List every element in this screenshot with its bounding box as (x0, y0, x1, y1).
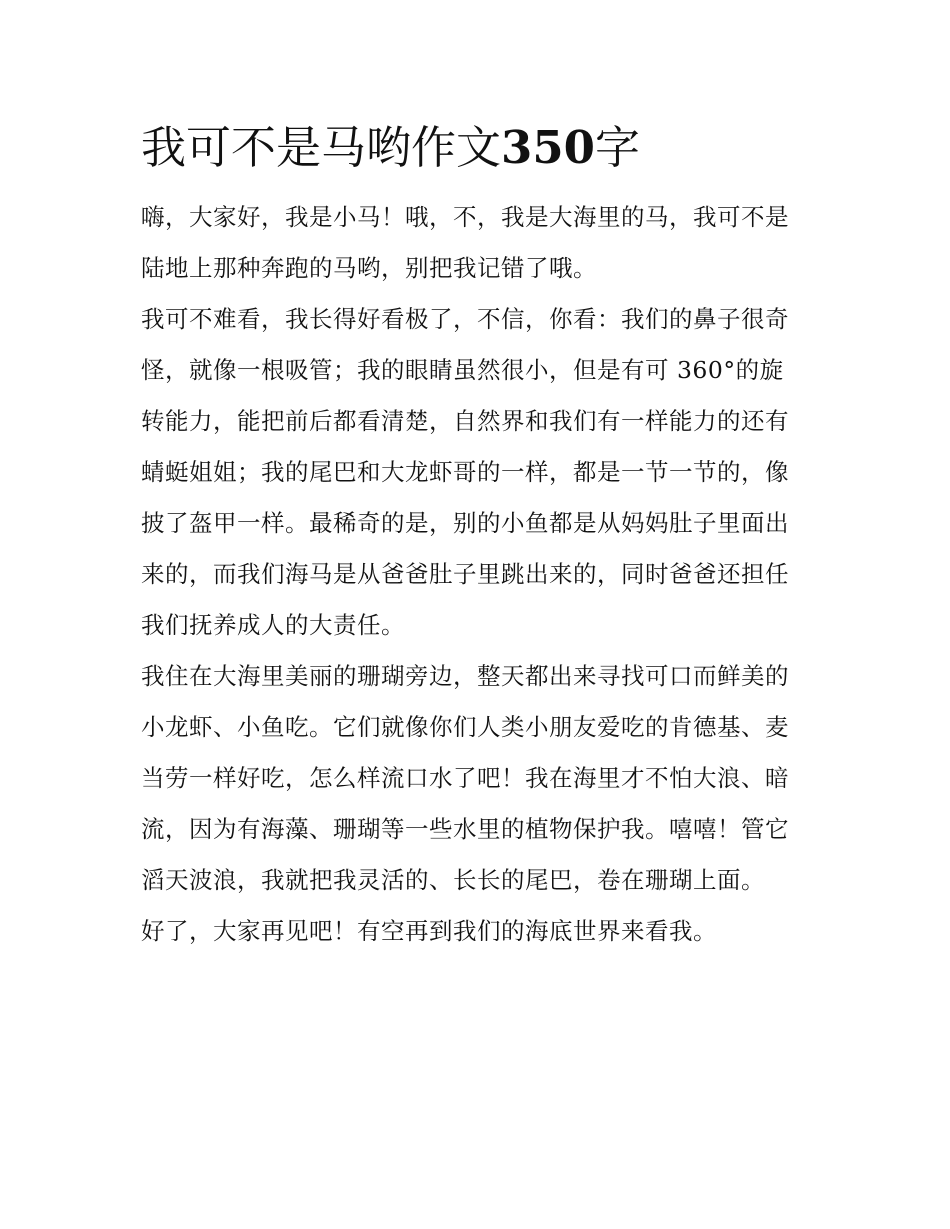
paragraph-3 (141, 651, 813, 906)
text-line: 转能力，能把前后都看清楚，自然界和我们有一样能力的还有 (141, 407, 789, 435)
text-line: 陆地上那种奔跑的马哟，别把我记错了哦。 (141, 254, 597, 282)
text-line: 我可不难看，我长得好看极了，不信，你看：我们的鼻子很奇 (141, 305, 789, 333)
text-line: 滔天波浪，我就把我灵活的、长长的尾巴，卷在珊瑚上面。 (141, 866, 765, 894)
paragraph-1 (141, 192, 813, 294)
text-line: 我住在大海里美丽的珊瑚旁边，整天都出来寻找可口而鲜美的 (141, 662, 789, 690)
text-line: 怪，就像一根吸管；我的眼睛虽然很小，但是有可 360°的旋 (141, 356, 784, 384)
paragraph-2 (141, 294, 813, 651)
text-line: 当劳一样好吃，怎么样流口水了吧！我在海里才不怕大浪、暗 (141, 764, 789, 792)
text-line: 流，因为有海藻、珊瑚等一些水里的植物保护我。嘻嘻！管它 (141, 815, 789, 843)
text-line: 小龙虾、小鱼吃。它们就像你们人类小朋友爱吃的肯德基、麦 (141, 713, 789, 741)
text-line: 来的，而我们海马是从爸爸肚子里跳出来的，同时爸爸还担任 (141, 560, 789, 588)
title-suffix: 字 (594, 121, 640, 174)
text-line: 我们抚养成人的大责任。 (141, 611, 405, 639)
title-text: 我可不是马哟作文 (141, 121, 502, 174)
text-line: 披了盔甲一样。最稀奇的是，别的小鱼都是从妈妈肚子里面出 (141, 509, 789, 537)
essay-body (141, 192, 813, 957)
text-line: 好了，大家再见吧！有空再到我们的海底世界来看我。 (141, 917, 717, 945)
text-line: 蜻蜓姐姐；我的尾巴和大龙虾哥的一样，都是一节一节的，像 (141, 458, 789, 486)
page-title (141, 118, 813, 178)
paragraph-4 (141, 906, 813, 957)
text-line: 嗨，大家好，我是小马！哦，不，我是大海里的马，我可不是 (141, 203, 789, 231)
document-page (141, 118, 813, 957)
title-number: 350 (501, 121, 595, 174)
